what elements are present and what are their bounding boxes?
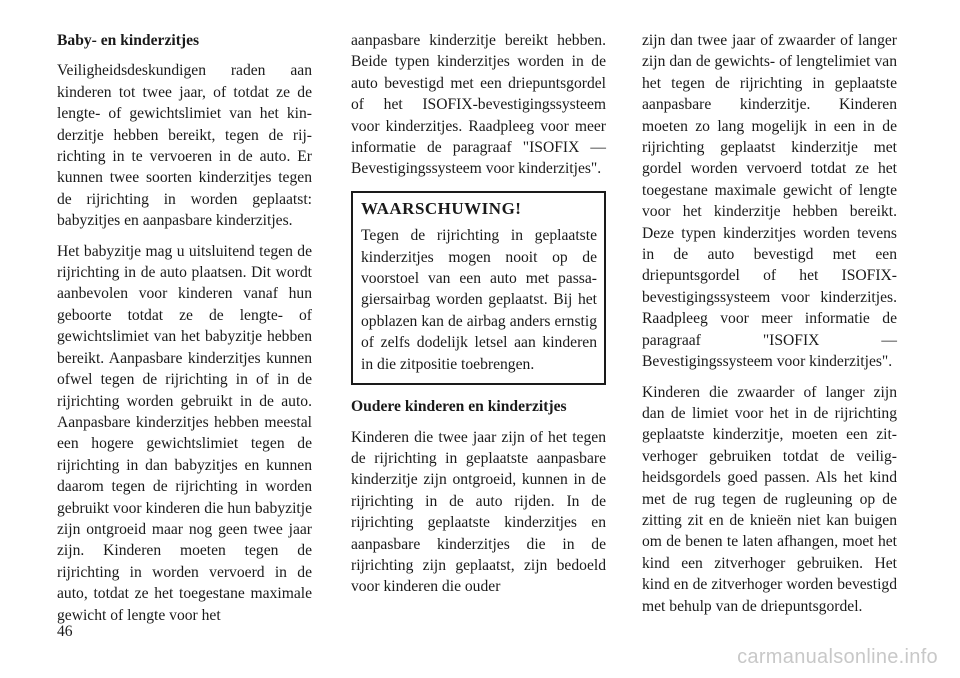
paragraph: aanpasbare kinderzitje bereikt hebben. Beide typen kinderzitjes worden in de auto bevestigd met een driepuntsgordel of het ISOFIX-bevestigingssysteem voor kinderzitjes. Raadpleeg voor meer informatie de paragraaf "ISOFIX — Bevestigingssysteem voor kinderzitjes". [351,32,606,178]
section-heading: Baby- en kinderzitjes [57,32,200,49]
paragraph: Kinderen die twee jaar zijn of het tegen de rijrichting in geplaatste aanpasbare kinderzitje zijn ontgroeid, kunnen in de rijrichting in de auto rijden. In de rijrichting geplaatste kinderzitjes en aanpasbare kinderzitjes die in de rijrichting zijn geplaatst, zijn bedoeld voor kinderen die ouder [351,428,606,596]
paragraph: Veiligheidsdeskundigen raden aan kinderen tot twee jaar, of totdat ze de lengte- of gewichtslimiet van het kinderzitje hebben bereikt, tegen de rijrichting in te vervoeren in de auto. Er kunnen twee soorten kinderzitjes tegen de rijrichting in worden geplaatst: babyzitjes en aanpasbare kinderzitjes. [57,62,312,230]
warning-text: Tegen de rijrichting in geplaatste kinderzitjes mogen nooit op de voorstoel van een auto met passagiersairbag worden geplaatst. Bij het opblazen kan de airbag anders ernstig of zelfs dodelijk letsel aan kinderen in die zitpositie toebrengen. [361,227,597,373]
paragraph: Kinderen die zwaarder of langer zijn dan de limiet voor het in de rijrichting geplaatste kinderzitje, moeten een zitverhoger gebruiken totdat de veiligheidsgordels goed passen. Als het kind met de rug tegen de rugleuning op de zitting zit en de knieën niet kan buigen om de benen te laten afhangen, moet het kind een zitverhoger gebruiken. Het kind en de zitverhoger worden bevestigd met behulp van de driepuntsgordel. [642,383,897,615]
column-left [57,30,312,626]
paragraph: zijn dan twee jaar of zwaarder of langer zijn dan de gewichts- of lengtelimiet van het tegen de rijrichting in geplaatste aanpasbare kinderzitje. Kinderen moeten zo lang mogelijk in een in de rijrichting geplaatst kinderzitje met gordel worden vervoerd totdat ze het toegestane maximale gewicht of lengte voor het kinderzitje hebben bereikt. Deze typen kinderzitjes worden tevens in de auto bevestigd met een driepuntsgordel of het ISOFIX-bevestigingssysteem voor kinderzitjes. Raadpleeg voor meer informatie de paragraaf "ISOFIX — Bevestigingssysteem voor kinderzitjes". [642,32,897,371]
paragraph: Het babyzitje mag u uitsluitend tegen de rijrichting in de auto plaatsen. Dit wordt aanbevolen voor kinderen vanaf hun geboorte totdat ze de lengte- of gewichtslimiet van het babyzitje hebben bereikt. Aanpasbare kinderzitjes kunnen ofwel tegen de rijrichting in of in de rijrichting worden gebruikt in de auto. Aanpasbare kinderzitjes hebben meestal een hogere gewichtslimiet tegen de rijrichting in dan babyzitjes en kunnen daarom tegen de rijrichting in worden gebruikt voor kinderen die hun babyzitje zijn ontgroeid maar nog geen twee jaar zijn. Kinderen moeten tegen de rijrichting in worden vervoerd in de auto, totdat ze het toegestane maximale gewicht of lengte voor het [57,242,312,624]
warning-title: WAARSCHUWING! [361,198,522,218]
page-number: 46 [57,623,73,640]
column-middle [351,30,606,598]
column-right [642,30,897,617]
subsection-heading: Oudere kinderen en kinderzitjes [351,398,567,416]
warning-box [351,191,606,385]
watermark: carmanualsonline.info [737,646,938,668]
